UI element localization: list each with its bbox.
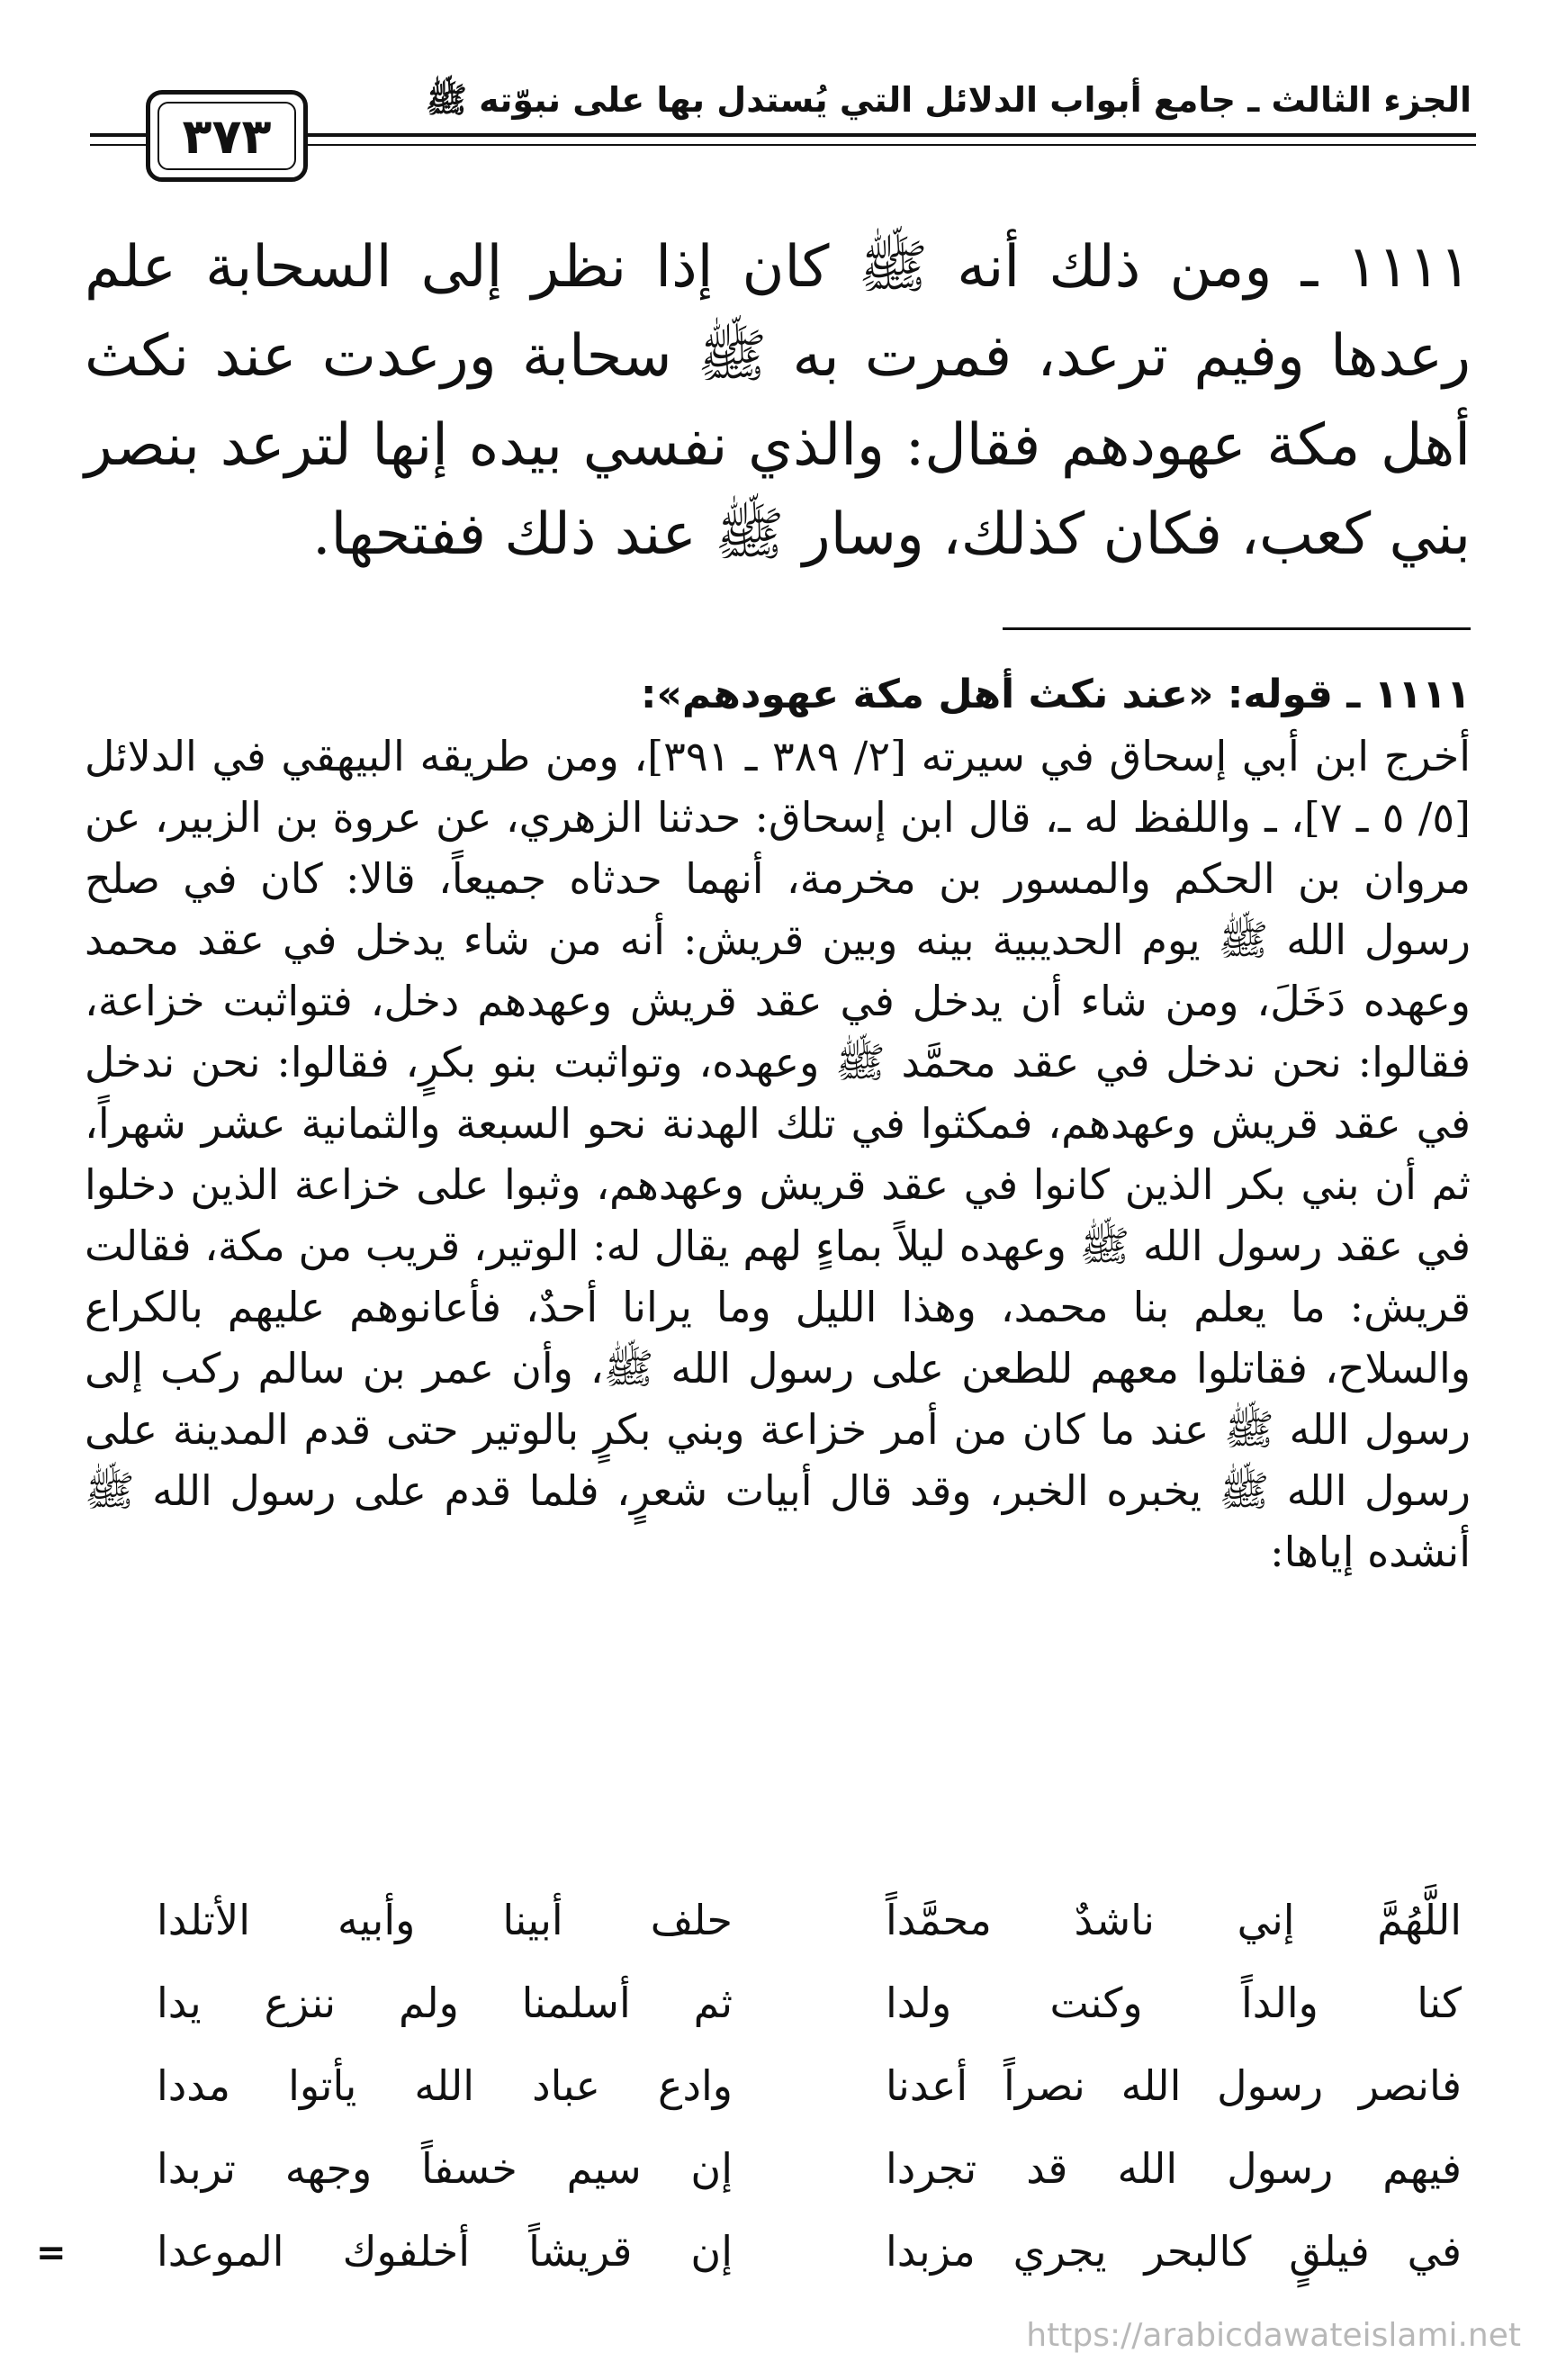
poem-hemistich-second: حلف أبينا وأبيه الأتلدا	[157, 1896, 733, 1944]
poem-verse	[85, 1979, 1471, 2061]
poem-hemistich-second: ثم أسلمنا ولم ننزع يدا	[157, 1979, 733, 2027]
poem-hemistich-first: اللَّهُمَّ إني ناشدٌ محمَّداً	[886, 1896, 1462, 1944]
poem-verse	[85, 2061, 1471, 2144]
page-number-frame	[146, 90, 308, 182]
poem-verse	[85, 2144, 1471, 2227]
poem-hemistich-second: إن سيم خسفاً وجهه تربدا	[157, 2144, 733, 2193]
poem-hemistich-first: فيهم رسول الله قد تجردا	[886, 2144, 1462, 2193]
commentary-heading: ١١١١ ـ قوله: «عند نكث أهل مكة عهودهم»:	[640, 672, 1471, 717]
running-head-title: الجزء الثالث ـ جامع أبواب الدلائل التي يُستدل بها على نبوّته ﷺ	[425, 80, 1472, 120]
poem-hemistich-first: فانصر رسول الله نصراً أعدنا	[886, 2061, 1462, 2110]
commentary-body: أخرج ابن أبي إسحاق في سيرته [٢/ ٣٨٩ ـ ٣٩١]، ومن طريقه البيهقي في الدلائل [٥/ ٥ ـ ٧]، ـ واللفظ له ـ، قال ابن إسحاق: حدثنا الزهري، عن عروة بن الزبير، عن مروان بن الحكم والمسور بن مخرمة، أنهما حدثاه جميعاً، قالا: كان في صلح رسول الله ﷺ يوم الحديبية بينه وبين قريش: أنه من شاء يدخل في عقد محمد وعهده دَخَلَ، ومن شاء أن يدخل في عقد قريش وعهدهم دخل، فتواثبت خزاعة، فقالوا: نحن ندخل في عقد محمَّد ﷺ وعهده، وتواثبت بنو بكرٍ، فقالوا: نحن ندخل في عقد قريش وعهدهم، فمكثوا في تلك الهدنة نحو السبعة والثمانية عشر شهراً، ثم أن بني بكر الذين كانوا في عقد قريش وعهدهم، وثبوا على خزاعة الذين دخلوا في عقد رسول الله ﷺ وعهده ليلاً بماءٍ لهم يقال له: الوتير، قريب من مكة، فقالت قريش: ما يعلم بنا محمد، وهذا الليل وما يرانا أحدٌ، فأعانوهم عليهم بالكراع والسلاح، فقاتلوا معهم للطعن على رسول الله ﷺ، وأن عمر بن سالم ركب إلى رسول الله ﷺ عند ما كان من أمر خزاعة وبني بكرٍ بالوتير حتى قدم المدينة على رسول الله ﷺ يخبره الخبر، وقد قال أبيات شعرٍ، فلما قدم على رسول الله ﷺ أنشده إياها:	[85, 732, 1471, 1576]
poem	[85, 1896, 1471, 2310]
footnote-separator	[1003, 627, 1471, 630]
poem-verse	[85, 1896, 1471, 1979]
continuation-mark: =	[36, 2232, 67, 2274]
main-paragraph: ١١١١ ـ ومن ذلك أنه ﷺ كان إذا نظر إلى السحابة علم رعدها وفيم ترعد، فمرت به ﷺ سحابة ورعدت عند نكث أهل مكة عهودهم فقال: والذي نفسي بيده إنها لترعد بنصر بني كعب، فكان كذلك، وسار ﷺ عند ذلك ففتحها.	[85, 234, 1472, 568]
commentary-section	[85, 664, 1471, 1582]
poem-hemistich-second: وادع عباد الله يأتوا مددا	[157, 2061, 733, 2110]
poem-hemistich-second: إن قريشاً أخلفوك الموعدا	[157, 2227, 733, 2276]
poem-hemistich-first: كنا والداً وكنت ولدا	[886, 1979, 1462, 2027]
poem-verse	[85, 2227, 1471, 2310]
page-number: ٣٧٣	[158, 102, 296, 170]
watermark-url: https://arabicdawateislami.net	[1026, 2317, 1521, 2354]
poem-hemistich-first: في فيلقٍ كالبحر يجري مزبدا	[886, 2227, 1462, 2276]
